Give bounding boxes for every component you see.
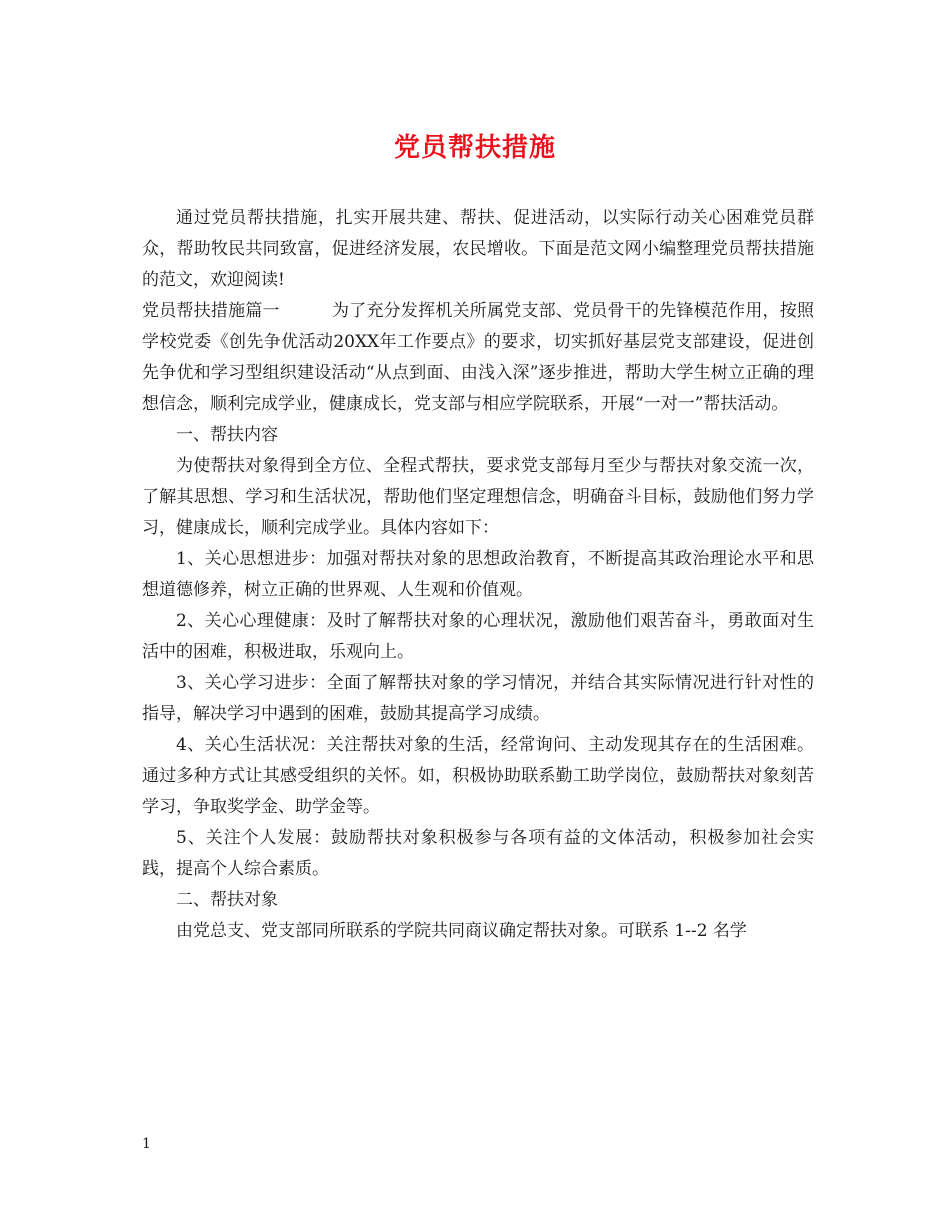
heading-content: 一、帮扶内容 bbox=[176, 425, 278, 445]
targets-paragraph: 由党总支、党支部同所联系的学院共同商议确定帮扶对象。可联系 1--2 名学 bbox=[176, 921, 747, 941]
section-lead-text: 为了充分发挥机关所属党支部、党员骨干的先锋模范作用，按照学校党委《创先争优活动20XX年工作要点》的要求，切实抓好基层党支部建设，促进创先争优和学习型组织建设活动“从点到面、由浅入深”逐步推进，帮助大学生树立正确的理想信念，顺利完成学业，健康成长，党支部与相应学院联系，开展“一对一”帮扶活动。 bbox=[142, 301, 815, 414]
list-item-study: 3、关心学习进步：全面了解帮扶对象的学习情况，并结合其实际情况进行针对性的指导，解决学习中遇到的困难，鼓励其提高学习成绩。 bbox=[142, 673, 814, 724]
heading-targets: 二、帮扶对象 bbox=[176, 890, 278, 910]
list-item-development: 5、关注个人发展：鼓励帮扶对象积极参与各项有益的文体活动，积极参加社会实践，提高个人综合素质。 bbox=[142, 828, 814, 879]
list-item-living: 4、关心生活状况：关注帮扶对象的生活，经常询问、主动发现其存在的生活困难。通过多种方式让其感受组织的关怀。如，积极协助联系勤工助学岗位，鼓励帮扶对象刻苦学习，争取奖学金、助学金等。 bbox=[142, 735, 814, 817]
document-title: 党员帮扶措施 bbox=[393, 133, 556, 163]
section-paragraph bbox=[142, 296, 814, 420]
document-body bbox=[142, 203, 814, 947]
content-intro-paragraph: 为使帮扶对象得到全方位、全程式帮扶，要求党支部每月至少与帮扶对象交流一次，了解其思想、学习和生活状况，帮助他们坚定理想信念，明确奋斗目标，鼓励他们努力学习，健康成长，顺利完成学业。具体内容如下： bbox=[142, 456, 814, 538]
list-item-thought: 1、关心思想进步：加强对帮扶对象的思想政治教育，不断提高其政治理论水平和思想道德修养，树立正确的世界观、人生观和价值观。 bbox=[142, 549, 814, 600]
page-number: 1 bbox=[142, 1136, 151, 1152]
section-label: 党员帮扶措施篇一 bbox=[142, 301, 280, 321]
intro-paragraph: 通过党员帮扶措施，扎实开展共建、帮扶、促进活动，以实际行动关心困难党员群众，帮助牧民共同致富，促进经济发展，农民增收。下面是范文网小编整理党员帮扶措施的范文，欢迎阅读! bbox=[142, 208, 814, 290]
list-item-mental-health: 2、关心心理健康：及时了解帮扶对象的心理状况，激励他们艰苦奋斗，勇敢面对生活中的困难，积极进取，乐观向上。 bbox=[142, 611, 814, 662]
